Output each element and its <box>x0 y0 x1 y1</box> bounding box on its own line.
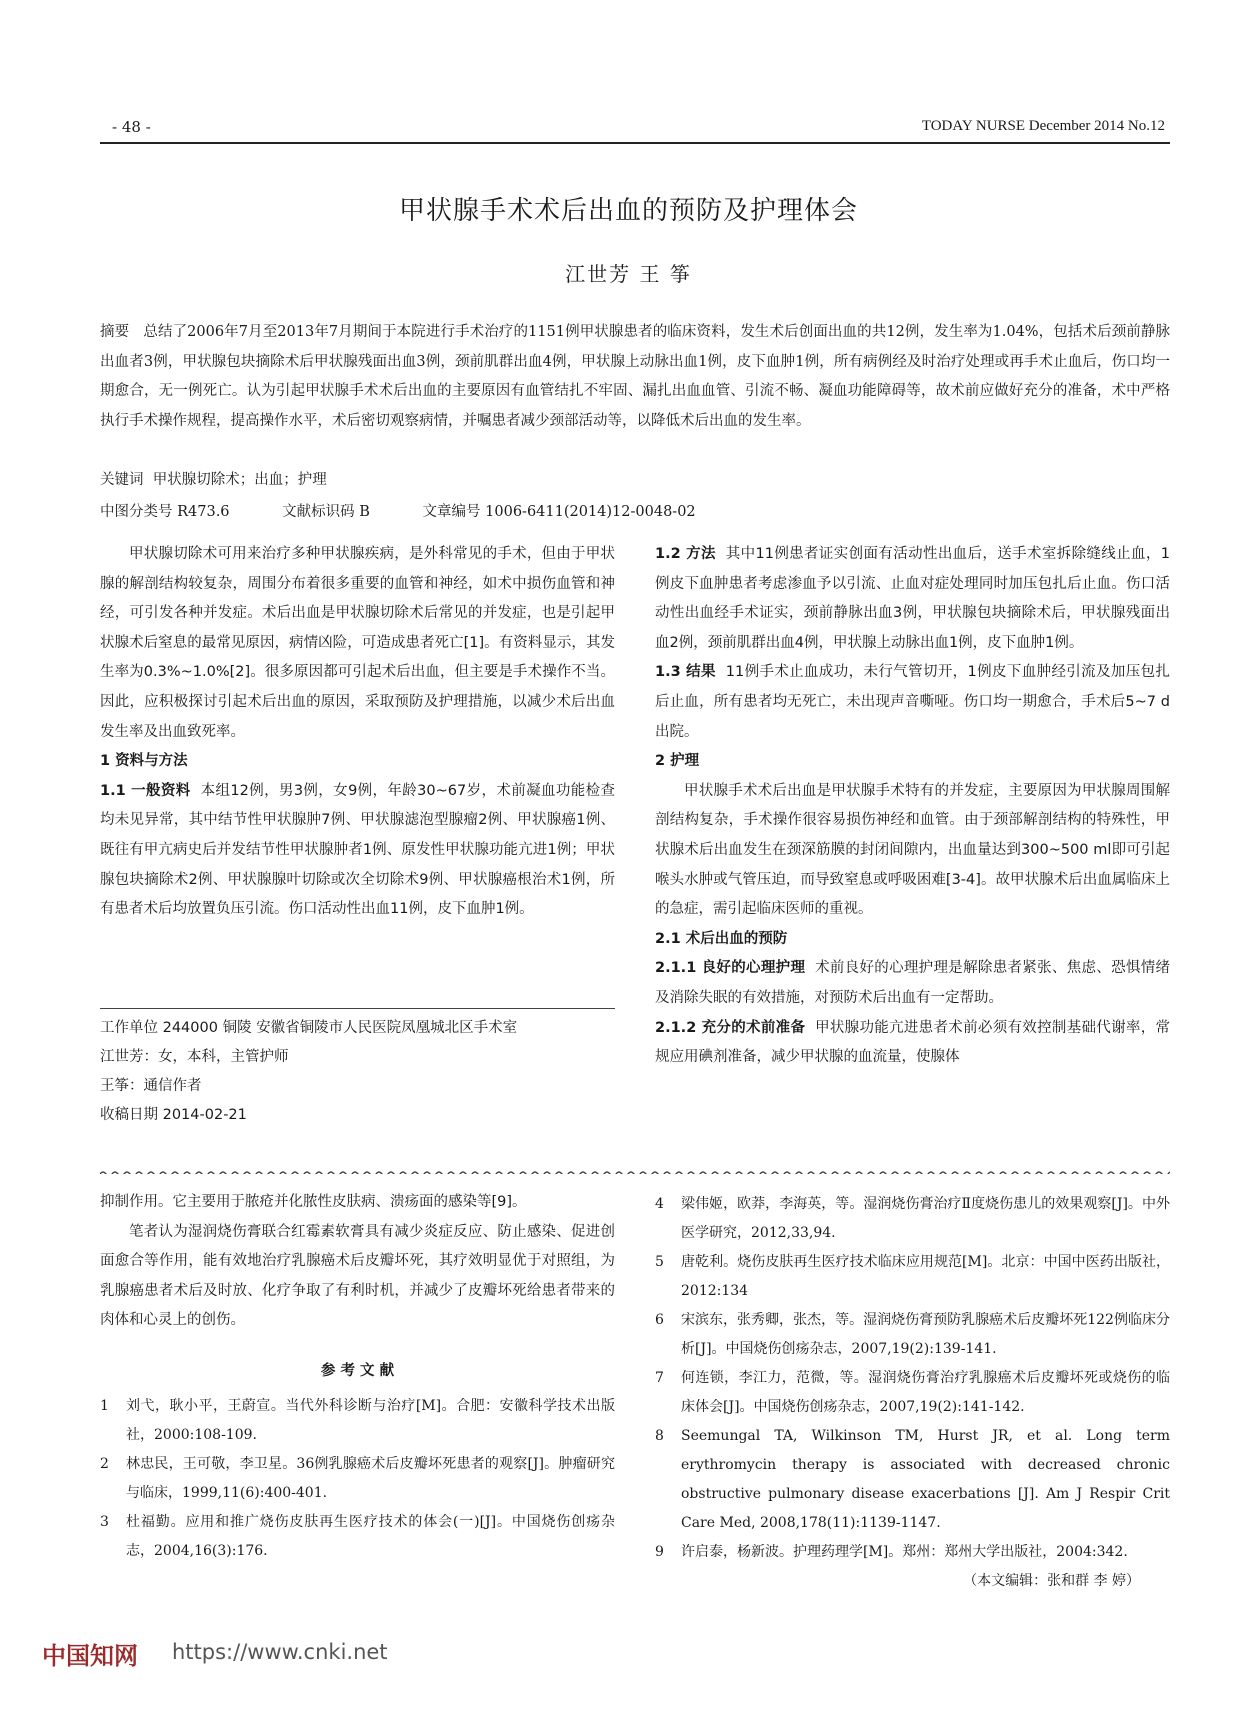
reference-text: Seemungal TA, Wilkinson TM, Hurst JR, et al. Long term erythromycin therapy is associated with decreased chronic obstructive pulmonary disease exacerbations [J]. Am J Respir Crit Care Med, 2008,178(11):1139-1147. <box>681 1428 1170 1531</box>
doc-code: 文献标识码 B <box>282 504 370 520</box>
references-heading: 参 考 文 献 <box>320 1361 395 1379</box>
section-2-1-1-heading: 2.1.1 良好的心理护理 <box>655 960 806 977</box>
reference-text: 刘弋，耿小平，王蔚宣。当代外科诊断与治疗[M]。合肥：安徽科学技术出版社，2000:108-109. <box>126 1397 615 1443</box>
section-2-1-2-text: 甲状腺功能亢进患者术前必须有效控制基础代谢率，常规应用碘剂准备，减少甲状腺的血流量，使腺体 <box>655 1019 1171 1066</box>
reference-item <box>655 1364 1170 1422</box>
reference-number: 7 <box>655 1370 664 1386</box>
right-column <box>655 540 1170 1073</box>
reference-item <box>655 1306 1170 1364</box>
editor-note: （本文编辑：张和群 李 婷） <box>963 1573 1140 1589</box>
wavy-line-icon <box>100 1169 1170 1174</box>
reference-number: 6 <box>655 1312 664 1328</box>
references-left <box>100 1392 615 1566</box>
keywords <box>100 468 327 489</box>
section-1-1-heading: 1.1 一般资料 <box>100 782 191 799</box>
reference-text: 林忠民，王可敬，李卫星。36例乳腺癌术后皮瓣坏死患者的观察[J]。肿瘤研究与临床，1999,11(6):400-401. <box>126 1455 615 1501</box>
reference-text: 唐乾利。烧伤皮肤再生医疗技术临床应用规范[M]。北京：中国中医药出版社，2012:134 <box>681 1254 1170 1299</box>
reference-number: 3 <box>100 1513 109 1530</box>
abstract <box>100 318 1170 436</box>
section-2-heading: 2 护理 <box>655 753 700 770</box>
author-footnotes <box>100 1014 615 1130</box>
continued-paragraph: 抑制作用。它主要用于脓疮并化脓性皮肤病、溃疡面的感染等[9]。 <box>100 1194 527 1210</box>
reference-number: 8 <box>655 1428 664 1444</box>
reference-item <box>655 1190 1170 1248</box>
page-number: - 48 - <box>112 118 151 136</box>
conclusion-paragraph: 笔者认为湿润烧伤膏联合红霉素软膏具有减少炎症反应、防止感染、促进创面愈合等作用，能有效地治疗乳腺癌术后皮瓣坏死，其疗效明显优于对照组，为乳腺癌患者术后及时放、化疗争取了有利时机，并减少了皮瓣坏死给患者带来的肉体和心灵上的创伤。 <box>100 1223 615 1329</box>
reference-item <box>100 1508 615 1566</box>
footnote-affiliation: 工作单位 244000 铜陵 安徽省铜陵市人民医院凤凰城北区手术室 <box>100 1020 518 1036</box>
reference-text: 许启泰，杨新波。护理药理学[M]。郑州：郑州大学出版社，2004:342. <box>681 1544 1128 1560</box>
cnki-url[interactable]: https://www.cnki.net <box>172 1640 388 1664</box>
reference-item <box>655 1538 1170 1567</box>
section-2-text: 甲状腺手术术后出血是甲状腺手术特有的并发症，主要原因为甲状腺周围解剖结构复杂，手术操作很容易损伤神经和血管。由于颈部解剖结构的特殊性，甲状腺术后出血发生在颈深筋膜的封闭间隙内，出血量达到300~500 ml即可引起喉头水肿或气管压迫，而导致窒息或呼吸困难[3-4]。故甲状腺术后出血属临床上的急症，需引起临床医师的重视。 <box>655 782 1170 918</box>
section-1-3-text: 11例手术止血成功，未行气管切开，1例皮下血肿经引流及加压包扎后止血，所有患者均无死亡，未出现声音嘶哑。伤口均一期愈合，手术后5~7 d出院。 <box>655 664 1170 740</box>
section-1-1-text: 本组12例，男3例，女9例，年龄30~67岁，术前凝血功能检查均未见异常，其中结节性甲状腺肿7例、甲状腺滤泡型腺瘤2例、甲状腺癌1例、既往有甲亢病史后并发结节性甲状腺肿者1例、原发性甲状腺功能亢进1例；甲状腺包块摘除术2例、甲状腺腺叶切除或次全切除术9例、甲状腺癌根治术1例，所有患者术后均放置负压引流。伤口活动性出血11例，皮下血肿1例。 <box>100 782 616 918</box>
section-1-2-text: 其中11例患者证实创面有活动性出血后，送手术室拆除缝线止血，1例皮下血肿患者考虑渗血予以引流、止血对症处理同时加压包扎后止血。伤口活动性出血经手术证实，颈前静脉出血3例，甲状腺包块摘除术后，甲状腺残面出血2例，颈前肌群出血4例，甲状腺上动脉出血1例，皮下血肿1例。 <box>655 546 1170 651</box>
section-1-1 <box>100 777 615 925</box>
header-rule <box>100 142 1170 144</box>
reference-number: 1 <box>100 1397 109 1414</box>
classification-line <box>100 500 744 521</box>
keywords-text: 甲状腺切除术；出血；护理 <box>152 472 327 488</box>
reference-item <box>100 1450 615 1508</box>
section-1-3 <box>655 658 1170 747</box>
footnote-received-date: 收稿日期 2014-02-21 <box>100 1107 247 1123</box>
clc-number: 中图分类号 R473.6 <box>100 504 230 520</box>
section-1-3-heading: 1.3 结果 <box>655 664 716 681</box>
keywords-label: 关键词 <box>100 472 144 488</box>
abstract-text: 总结了2006年7月至2013年7月期间于本院进行手术治疗的1151例甲状腺患者的临床资料，发生术后创面出血的共12例，发生率为1.04%，包括术后颈前静脉出血者3例，甲状腺包块摘除术后甲状腺残面出血3例，颈前肌群出血4例，甲状腺上动脉出血1例，皮下血肿1例，所有病例经及时治疗处理或再手术止血后，伤口均一期愈合，无一例死亡。认为引起甲状腺手术术后出血的主要原因有血管结扎不牢固、漏扎出血血管、引流不畅、凝血功能障碍等，故术前应做好充分的准备，术中严格执行手术操作规程，提高操作水平，术后密切观察病情，并嘱患者减少颈部活动等，以降低术后出血的发生率。 <box>100 324 1171 429</box>
reference-text: 梁伟姬，欧莽，李海英，等。湿润烧伤膏治疗Ⅱ度烧伤患儿的效果观察[J]。中外医学研究，2012,33,94. <box>681 1196 1170 1241</box>
lower-right-column <box>655 1190 1170 1596</box>
left-column <box>100 540 615 925</box>
article-number: 文章编号 1006-6411(2014)12-0048-02 <box>422 504 696 520</box>
footnote-author-1: 江世芳：女，本科，主管护师 <box>100 1049 289 1065</box>
intro-paragraph: 甲状腺切除术可用来治疗多种甲状腺疾病，是外科常见的手术，但由于甲状腺的解剖结构较复杂，周围分布着很多重要的血管和神经，如术中损伤血管和神经，可引发各种并发症。术后出血是甲状腺切除术后常见的并发症，也是引起甲状腺术后窒息的最常见原因，病情凶险，可造成患者死亡[1]。有资料显示，其发生率为0.3%~1.0%[2]。很多原因都可引起术后出血，但主要是手术操作不当。因此，应积极探讨引起术后出血的原因，采取预防及护理措施，以减少术后出血发生率及出血致死率。 <box>100 546 615 740</box>
lower-left-column <box>100 1188 615 1566</box>
section-2-1-1-text: 术前良好的心理护理是解除患者紧张、焦虑、恐惧情绪及消除失眠的有效措施，对预防术后出血有一定帮助。 <box>655 960 1171 1006</box>
abstract-label: 摘要 <box>100 324 130 340</box>
reference-text: 何连锁，李江力，范微，等。湿润烧伤膏治疗乳腺癌术后皮瓣坏死或烧伤的临床体会[J]。中国烧伤创疡杂志，2007,19(2):141-142. <box>681 1370 1170 1415</box>
section-2-1-1 <box>655 954 1170 1013</box>
reference-text: 杜福勤。应用和推广烧伤皮肤再生医疗技术的体会(一)[J]。中国烧伤创疡杂志，2004,16(3):176. <box>126 1513 615 1559</box>
section-2-1-2-heading: 2.1.2 充分的术前准备 <box>655 1019 806 1036</box>
cnki-logo: 中国知网 <box>42 1642 138 1670</box>
section-1-2-heading: 1.2 方法 <box>655 546 716 562</box>
reference-item <box>655 1422 1170 1538</box>
references-right <box>655 1190 1170 1567</box>
section-1-heading: 1 资料与方法 <box>100 753 188 770</box>
reference-number: 4 <box>655 1196 664 1212</box>
wavy-separator <box>100 1164 1170 1174</box>
footnote-author-2: 王筝：通信作者 <box>100 1078 202 1094</box>
reference-number: 5 <box>655 1254 664 1270</box>
reference-number: 9 <box>655 1544 664 1560</box>
section-1-2 <box>655 540 1170 658</box>
reference-item <box>655 1248 1170 1306</box>
section-2-1-2 <box>655 1014 1170 1073</box>
reference-text: 宋滨东，张秀卿，张杰，等。湿润烧伤膏预防乳腺癌术后皮瓣坏死122例临床分析[J]。中国烧伤创疡杂志，2007,19(2):139-141. <box>681 1312 1170 1357</box>
footnote-rule <box>100 1008 615 1009</box>
article-title: 甲状腺手术术后出血的预防及护理体会 <box>398 196 858 226</box>
article-authors: 江世芳 王 筝 <box>565 262 692 286</box>
reference-item <box>100 1392 615 1450</box>
reference-number: 2 <box>100 1455 109 1472</box>
journal-header: TODAY NURSE December 2014 No.12 <box>921 118 1165 134</box>
section-2-1-heading: 2.1 术后出血的预防 <box>655 930 788 947</box>
